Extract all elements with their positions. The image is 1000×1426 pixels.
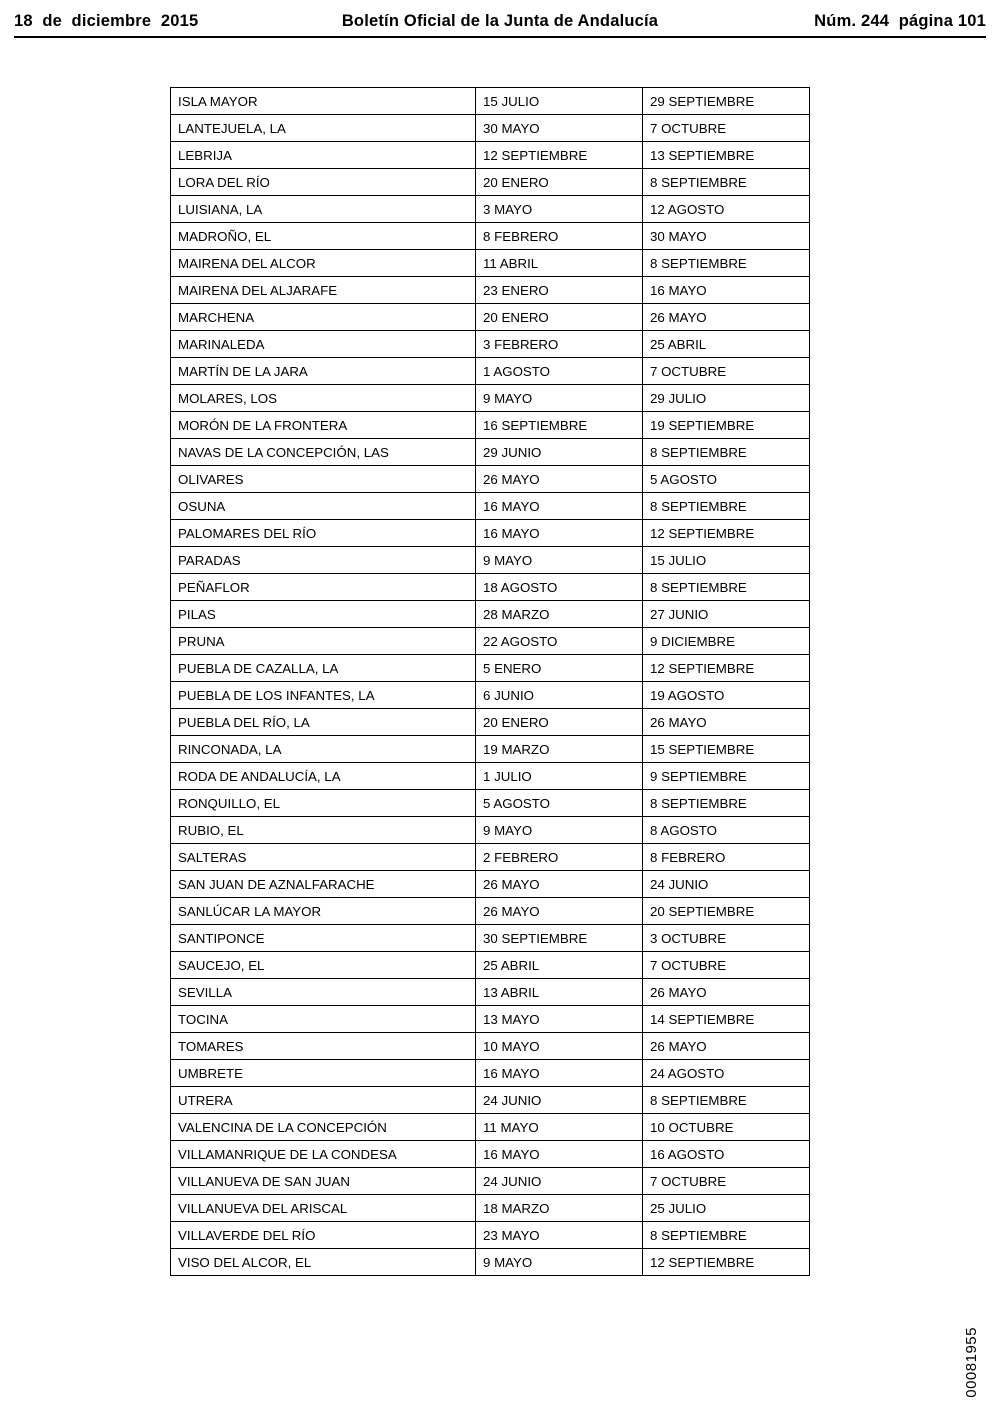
cell-municipality: LEBRIJA [171,142,476,169]
holiday-table-body [171,88,810,1276]
cell-municipality: OLIVARES [171,466,476,493]
cell-holiday-2: 12 SEPTIEMBRE [643,520,810,547]
cell-holiday-1: 5 AGOSTO [476,790,643,817]
cell-holiday-2: 26 MAYO [643,979,810,1006]
table-row [171,142,810,169]
cell-holiday-1: 20 ENERO [476,169,643,196]
cell-holiday-2: 26 MAYO [643,709,810,736]
cell-holiday-2: 8 SEPTIEMBRE [643,169,810,196]
cell-holiday-1: 13 ABRIL [476,979,643,1006]
cell-holiday-2: 8 SEPTIEMBRE [643,439,810,466]
cell-holiday-1: 8 FEBRERO [476,223,643,250]
cell-holiday-1: 16 MAYO [476,520,643,547]
cell-municipality: PARADAS [171,547,476,574]
table-row [171,1141,810,1168]
table-row [171,250,810,277]
cell-municipality: MADROÑO, EL [171,223,476,250]
cell-municipality: VISO DEL ALCOR, EL [171,1249,476,1276]
cell-holiday-1: 2 FEBRERO [476,844,643,871]
cell-municipality: MARTÍN DE LA JARA [171,358,476,385]
table-row [171,1249,810,1276]
cell-municipality: VILLAVERDE DEL RÍO [171,1222,476,1249]
cell-holiday-1: 5 ENERO [476,655,643,682]
cell-holiday-1: 20 ENERO [476,709,643,736]
cell-holiday-2: 12 SEPTIEMBRE [643,1249,810,1276]
cell-holiday-2: 8 SEPTIEMBRE [643,1222,810,1249]
cell-holiday-1: 30 SEPTIEMBRE [476,925,643,952]
cell-holiday-2: 30 MAYO [643,223,810,250]
cell-holiday-1: 3 FEBRERO [476,331,643,358]
cell-municipality: SAUCEJO, EL [171,952,476,979]
cell-holiday-2: 16 AGOSTO [643,1141,810,1168]
table-row [171,196,810,223]
cell-holiday-1: 10 MAYO [476,1033,643,1060]
table-row [171,169,810,196]
table-row [171,1222,810,1249]
cell-holiday-1: 29 JUNIO [476,439,643,466]
cell-municipality: SANTIPONCE [171,925,476,952]
holiday-table-container [170,87,767,1276]
table-row [171,790,810,817]
cell-municipality: VILLAMANRIQUE DE LA CONDESA [171,1141,476,1168]
cell-holiday-1: 11 MAYO [476,1114,643,1141]
cell-municipality: VALENCINA DE LA CONCEPCIÓN [171,1114,476,1141]
cell-holiday-2: 3 OCTUBRE [643,925,810,952]
cell-holiday-1: 15 JULIO [476,88,643,115]
table-row [171,223,810,250]
cell-holiday-1: 1 JULIO [476,763,643,790]
cell-holiday-2: 10 OCTUBRE [643,1114,810,1141]
cell-municipality: MARINALEDA [171,331,476,358]
table-row [171,1006,810,1033]
cell-holiday-1: 9 MAYO [476,385,643,412]
table-row [171,331,810,358]
cell-holiday-2: 19 SEPTIEMBRE [643,412,810,439]
header-issue-number: Núm. 244 página 101 [814,11,986,30]
cell-holiday-2: 29 SEPTIEMBRE [643,88,810,115]
cell-holiday-2: 8 FEBRERO [643,844,810,871]
table-row [171,1087,810,1114]
cell-holiday-1: 16 SEPTIEMBRE [476,412,643,439]
cell-municipality: NAVAS DE LA CONCEPCIÓN, LAS [171,439,476,466]
header-publication-title: Boletín Oficial de la Junta de Andalucía [341,11,659,30]
cell-municipality: VILLANUEVA DE SAN JUAN [171,1168,476,1195]
cell-holiday-1: 18 AGOSTO [476,574,643,601]
table-row [171,115,810,142]
cell-municipality: PUEBLA DE LOS INFANTES, LA [171,682,476,709]
cell-holiday-2: 8 SEPTIEMBRE [643,493,810,520]
cell-municipality: SAN JUAN DE AZNALFARACHE [171,871,476,898]
header-divider [14,36,986,38]
table-row [171,88,810,115]
table-row [171,736,810,763]
table-row [171,412,810,439]
cell-holiday-2: 20 SEPTIEMBRE [643,898,810,925]
cell-holiday-2: 5 AGOSTO [643,466,810,493]
table-row [171,1060,810,1087]
table-row [171,547,810,574]
page-header [0,8,1000,38]
cell-municipality: PUEBLA DE CAZALLA, LA [171,655,476,682]
cell-municipality: TOMARES [171,1033,476,1060]
table-row [171,277,810,304]
cell-municipality: RINCONADA, LA [171,736,476,763]
table-row [171,898,810,925]
cell-holiday-2: 12 SEPTIEMBRE [643,655,810,682]
cell-holiday-1: 22 AGOSTO [476,628,643,655]
cell-holiday-2: 16 MAYO [643,277,810,304]
cell-holiday-1: 30 MAYO [476,115,643,142]
cell-holiday-1: 26 MAYO [476,466,643,493]
table-row [171,655,810,682]
cell-municipality: RODA DE ANDALUCÍA, LA [171,763,476,790]
cell-municipality: MAIRENA DEL ALJARAFE [171,277,476,304]
cell-holiday-2: 9 SEPTIEMBRE [643,763,810,790]
table-row [171,304,810,331]
cell-holiday-1: 24 JUNIO [476,1087,643,1114]
cell-holiday-2: 8 AGOSTO [643,817,810,844]
table-row [171,439,810,466]
table-row [171,1114,810,1141]
table-row [171,763,810,790]
cell-holiday-2: 26 MAYO [643,304,810,331]
cell-holiday-2: 7 OCTUBRE [643,115,810,142]
cell-holiday-2: 25 JULIO [643,1195,810,1222]
cell-holiday-2: 29 JULIO [643,385,810,412]
cell-holiday-1: 19 MARZO [476,736,643,763]
cell-municipality: MAIRENA DEL ALCOR [171,250,476,277]
cell-holiday-1: 26 MAYO [476,871,643,898]
table-row [171,601,810,628]
table-row [171,466,810,493]
cell-holiday-1: 12 SEPTIEMBRE [476,142,643,169]
cell-holiday-1: 23 MAYO [476,1222,643,1249]
header-date: 18 de diciembre 2015 [14,11,199,30]
table-row [171,979,810,1006]
cell-municipality: LANTEJUELA, LA [171,115,476,142]
cell-holiday-1: 23 ENERO [476,277,643,304]
table-row [171,871,810,898]
table-row [171,817,810,844]
cell-municipality: PRUNA [171,628,476,655]
cell-holiday-1: 3 MAYO [476,196,643,223]
cell-holiday-1: 20 ENERO [476,304,643,331]
cell-holiday-1: 25 ABRIL [476,952,643,979]
page-side-code: 00081955 [963,1327,980,1398]
table-row [171,1033,810,1060]
cell-holiday-2: 24 AGOSTO [643,1060,810,1087]
cell-municipality: SEVILLA [171,979,476,1006]
cell-municipality: LUISIANA, LA [171,196,476,223]
cell-holiday-2: 15 SEPTIEMBRE [643,736,810,763]
cell-holiday-1: 1 AGOSTO [476,358,643,385]
cell-municipality: PEÑAFLOR [171,574,476,601]
cell-holiday-2: 27 JUNIO [643,601,810,628]
cell-holiday-2: 8 SEPTIEMBRE [643,574,810,601]
cell-holiday-1: 28 MARZO [476,601,643,628]
cell-holiday-1: 9 MAYO [476,1249,643,1276]
cell-holiday-1: 16 MAYO [476,493,643,520]
holiday-table [170,87,810,1276]
table-row [171,358,810,385]
cell-holiday-1: 18 MARZO [476,1195,643,1222]
cell-municipality: UTRERA [171,1087,476,1114]
table-row [171,385,810,412]
cell-municipality: LORA DEL RÍO [171,169,476,196]
cell-holiday-1: 24 JUNIO [476,1168,643,1195]
table-row [171,1195,810,1222]
cell-holiday-2: 19 AGOSTO [643,682,810,709]
cell-municipality: MARCHENA [171,304,476,331]
table-row [171,925,810,952]
cell-municipality: MOLARES, LOS [171,385,476,412]
cell-holiday-2: 9 DICIEMBRE [643,628,810,655]
cell-holiday-2: 26 MAYO [643,1033,810,1060]
cell-municipality: VILLANUEVA DEL ARISCAL [171,1195,476,1222]
table-row [171,709,810,736]
cell-holiday-1: 26 MAYO [476,898,643,925]
cell-holiday-2: 13 SEPTIEMBRE [643,142,810,169]
cell-municipality: SANLÚCAR LA MAYOR [171,898,476,925]
cell-holiday-2: 25 ABRIL [643,331,810,358]
cell-holiday-2: 8 SEPTIEMBRE [643,250,810,277]
cell-holiday-1: 6 JUNIO [476,682,643,709]
cell-municipality: UMBRETE [171,1060,476,1087]
cell-municipality: PUEBLA DEL RÍO, LA [171,709,476,736]
cell-municipality: RONQUILLO, EL [171,790,476,817]
table-row [171,682,810,709]
cell-holiday-2: 24 JUNIO [643,871,810,898]
cell-municipality: PALOMARES DEL RÍO [171,520,476,547]
table-row [171,574,810,601]
cell-holiday-1: 16 MAYO [476,1060,643,1087]
cell-municipality: PILAS [171,601,476,628]
table-row [171,628,810,655]
cell-holiday-1: 11 ABRIL [476,250,643,277]
cell-holiday-1: 9 MAYO [476,547,643,574]
cell-holiday-2: 12 AGOSTO [643,196,810,223]
cell-holiday-2: 7 OCTUBRE [643,952,810,979]
table-row [171,844,810,871]
cell-holiday-1: 9 MAYO [476,817,643,844]
cell-holiday-2: 8 SEPTIEMBRE [643,790,810,817]
cell-holiday-2: 15 JULIO [643,547,810,574]
table-row [171,1168,810,1195]
cell-holiday-1: 13 MAYO [476,1006,643,1033]
cell-holiday-1: 16 MAYO [476,1141,643,1168]
cell-holiday-2: 8 SEPTIEMBRE [643,1087,810,1114]
cell-municipality: ISLA MAYOR [171,88,476,115]
table-row [171,520,810,547]
table-row [171,952,810,979]
table-row [171,493,810,520]
cell-holiday-2: 7 OCTUBRE [643,358,810,385]
cell-municipality: RUBIO, EL [171,817,476,844]
cell-municipality: TOCINA [171,1006,476,1033]
cell-holiday-2: 7 OCTUBRE [643,1168,810,1195]
cell-holiday-2: 14 SEPTIEMBRE [643,1006,810,1033]
cell-municipality: SALTERAS [171,844,476,871]
cell-municipality: OSUNA [171,493,476,520]
cell-municipality: MORÓN DE LA FRONTERA [171,412,476,439]
